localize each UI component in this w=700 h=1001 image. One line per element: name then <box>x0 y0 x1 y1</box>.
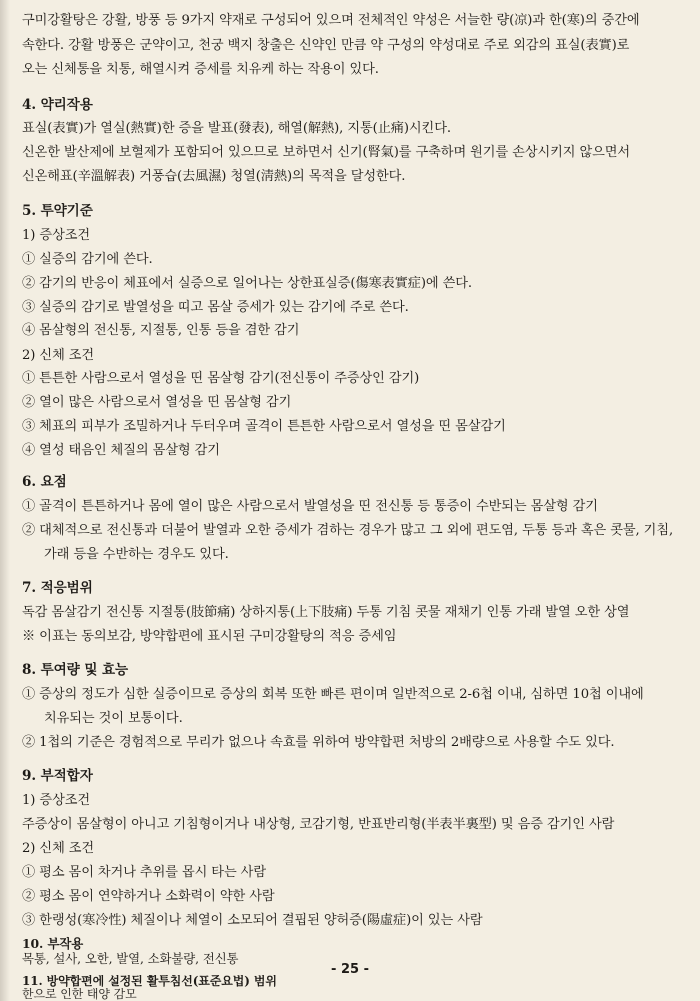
section-heading-pharmacology: 4. 약리작용 <box>22 97 93 113</box>
criteria-item: ③ 체표의 피부가 조밀하거나 두터우며 골격이 튼튼한 사람으로서 열성을 띤 몸살감기 <box>22 419 506 434</box>
keypoints-line: ② 대체적으로 전신통과 더불어 발열과 오한 증세가 겸하는 경우가 많고 그 외에 편도염, 두통 등과 혹은 콧물, 기침, <box>22 523 674 538</box>
keypoints-line: 가래 등을 수반하는 경우도 있다. <box>44 547 229 562</box>
pharmacology-line: 표실(表實)가 열실(熱實)한 증을 발표(發表), 해열(解熱), 지통(止痛)시킨다. <box>22 121 451 136</box>
section-heading-sideeffects: 10. 부작용 <box>22 936 84 951</box>
section-heading-dosage: 8. 투여량 및 효능 <box>22 662 129 678</box>
intro-line: 오는 신체통을 치통, 해열시켜 증세를 치유케 하는 작용이 있다. <box>22 62 379 77</box>
section-heading-keypoints: 6. 요점 <box>22 474 67 490</box>
range-line: 한으로 인한 태양 감모 <box>22 988 137 1001</box>
scan-edge-shadow <box>0 0 10 1001</box>
pharmacology-line: 신온한 발산제에 보혈제가 포함되어 있으므로 보하면서 신기(腎氣)를 구축하며 원기를 손상시키지 않으면서 <box>22 145 631 160</box>
criteria-item: ① 튼튼한 사람으로서 열성을 띤 몸살형 감기(전신통이 주증상인 감기) <box>22 371 420 386</box>
scope-line: ※ 이표는 동의보감, 방약합편에 표시된 구미강활탕의 적응 증세임 <box>22 629 397 644</box>
unsuitable-subheading: 2) 신체 조건 <box>22 841 95 856</box>
unsuitable-subheading: 1) 증상조건 <box>22 793 90 808</box>
section-heading-scope: 7. 적응범위 <box>22 580 93 596</box>
criteria-item: ① 실증의 감기에 쓴다. <box>22 252 153 267</box>
sideeffects-line: 목통, 설사, 오한, 발열, 소화불량, 전신통 <box>22 951 239 966</box>
unsuitable-item: ② 평소 몸이 연약하거나 소화력이 약한 사람 <box>22 889 275 904</box>
criteria-item: ② 감기의 반응이 체표에서 실증으로 일어나는 상한표실증(傷寒表實症)에 쓴다. <box>22 276 472 291</box>
criteria-item: ④ 몸살형의 전신통, 지절통, 인통 등을 겸한 감기 <box>22 323 300 338</box>
unsuitable-item: ③ 한랭성(寒冷性) 체질이나 체열이 소모되어 결핍된 양허증(陽虛症)이 있는 사람 <box>22 913 483 928</box>
intro-line: 속한다. 강활 방풍은 군약이고, 천궁 백지 창출은 신약인 만큼 약 구성의 약성대로 주로 외감의 표실(表實)로 <box>22 38 630 53</box>
criteria-item: ③ 실증의 감기로 발열성을 띠고 몸살 증세가 있는 감기에 주로 쓴다. <box>22 300 409 315</box>
criteria-subheading: 2) 신체 조건 <box>22 348 95 363</box>
section-heading-range: 11. 방약합편에 설정된 활투침선(표준요법) 범위 <box>22 975 277 988</box>
section-heading-unsuitable: 9. 부적합자 <box>22 768 93 784</box>
keypoints-line: ① 골격이 튼튼하거나 몸에 열이 많은 사람으로서 발열성을 띤 전신통 등 통증이 수반되는 몸살형 감기 <box>22 499 598 514</box>
criteria-item: ② 열이 많은 사람으로서 열성을 띤 몸살형 감기 <box>22 395 292 410</box>
criteria-item: ④ 열성 태음인 체질의 몸살형 감기 <box>22 443 220 458</box>
unsuitable-item: ① 평소 몸이 차거나 추위를 몹시 타는 사람 <box>22 865 266 880</box>
page-number: - 25 - <box>331 962 369 977</box>
criteria-subheading: 1) 증상조건 <box>22 228 90 243</box>
section-heading-criteria: 5. 투약기준 <box>22 203 93 219</box>
unsuitable-line: 주증상이 몸살형이 아니고 기침형이거나 내상형, 코감기형, 반표반리형(半表半裏型) 및 음증 감기인 사람 <box>22 817 615 832</box>
scope-line: 독감 몸살감기 전신통 지절통(肢節痛) 상하지통(上下肢痛) 두통 기침 콧물 재채기 인통 가래 발열 오한 상열 <box>22 605 630 620</box>
dosage-line: 치유되는 것이 보통이다. <box>44 711 183 726</box>
pharmacology-line: 신온해표(辛溫解表) 거풍습(去風濕) 청열(淸熱)의 목적을 달성한다. <box>22 169 406 184</box>
dosage-line: ② 1첩의 기준은 경험적으로 무리가 없으나 속효를 위하여 방약합편 처방의 2배량으로 사용할 수도 있다. <box>22 735 615 750</box>
intro-line: 구미강활탕은 강활, 방풍 등 9가지 약재로 구성되어 있으며 전체적인 약성은 서늘한 량(凉)과 한(寒)의 중간에 <box>22 13 640 28</box>
dosage-line: ① 증상의 정도가 심한 실증이므로 증상의 회복 또한 빠른 편이며 일반적으로 2-6첩 이내, 심하면 10첩 이내에 <box>22 687 644 702</box>
